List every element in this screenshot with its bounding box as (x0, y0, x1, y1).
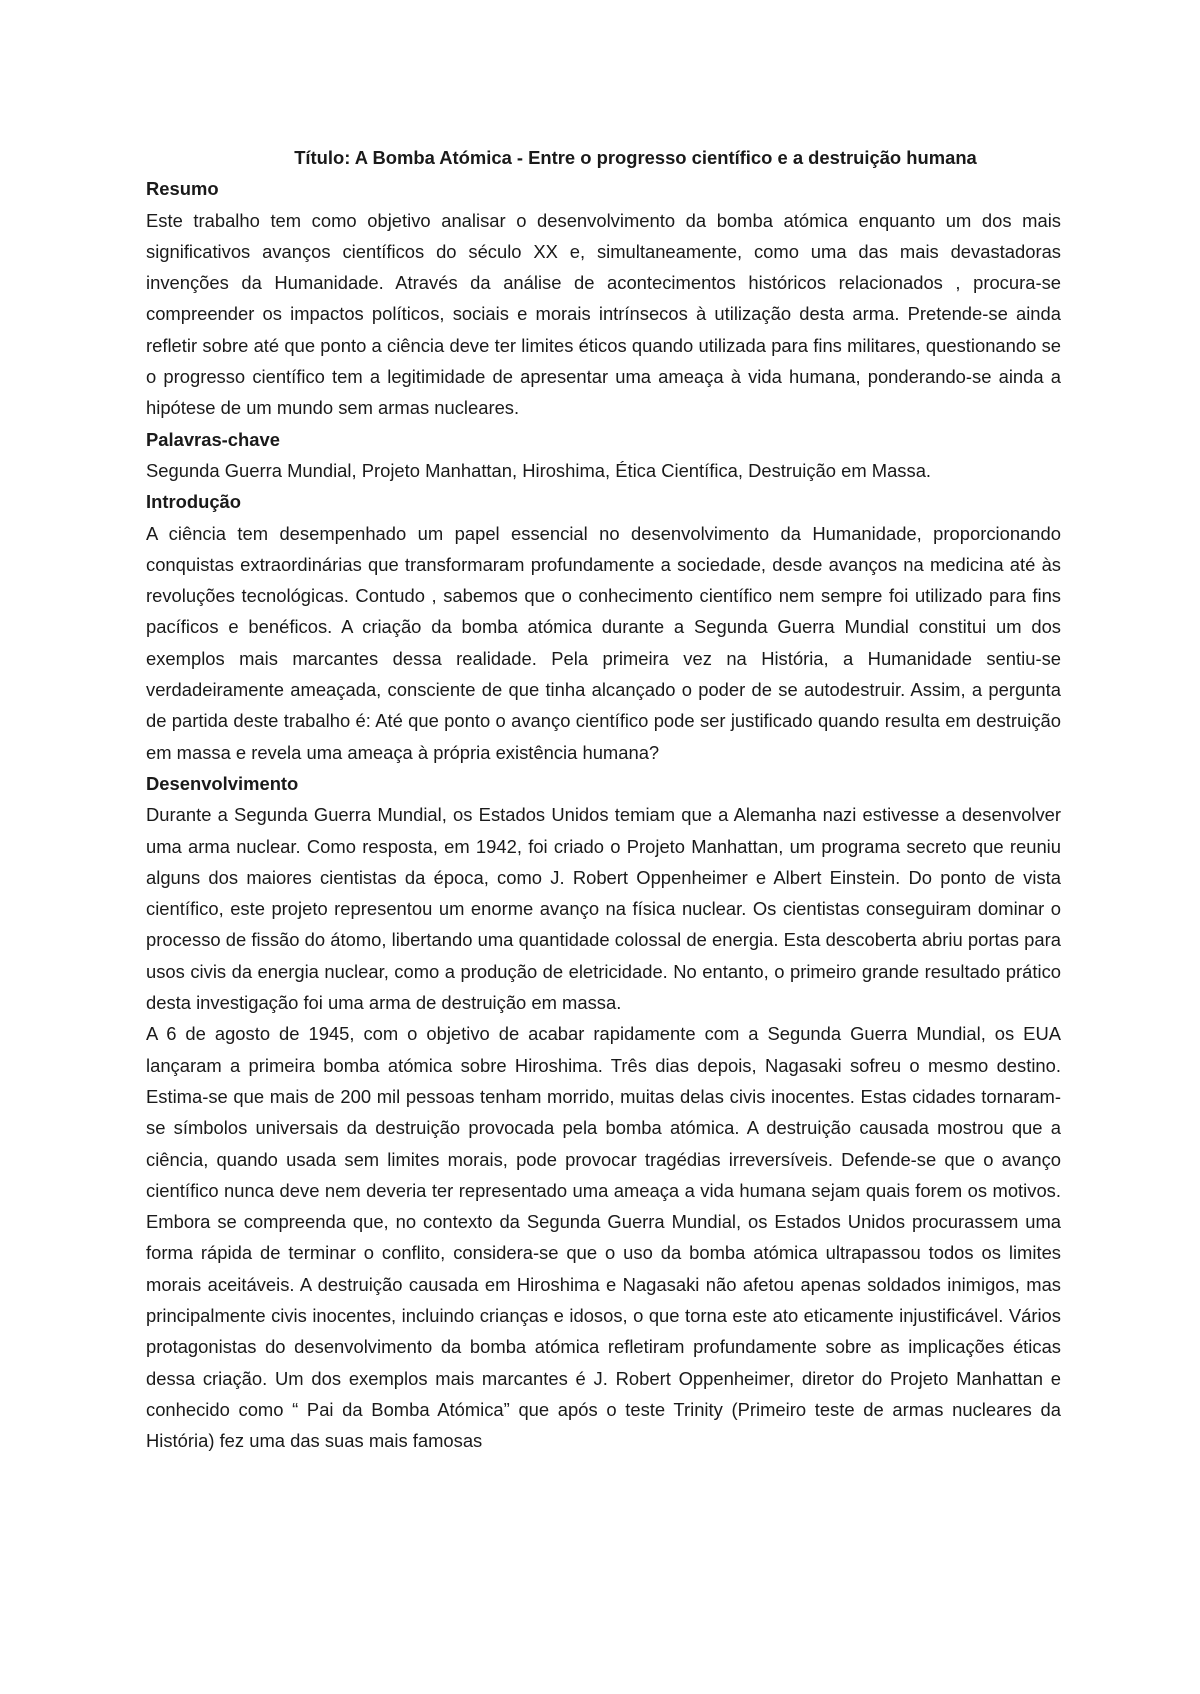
keywords-paragraph: Segunda Guerra Mundial, Projeto Manhattan, Hiroshima, Ética Científica, Destruição em Massa. (146, 459, 932, 481)
section-heading-resumo: Resumo (146, 178, 219, 200)
document-body (146, 142, 1061, 1456)
abstract-paragraph: Este trabalho tem como objetivo analisar o desenvolvimento da bomba atómica enquanto um dos mais significativos avanços científicos do século XX e, simultaneamente, como uma das mais devastadoras invenções da Humanidade. Através da análise de acontecimentos históricos relacionados , procura-se compreender os impactos políticos, sociais e morais intrínsecos à utilização desta arma. Pretende-se ainda refletir sobre até que ponto a ciência deve ter limites éticos quando utilizada para fins militares, questionando se o progresso científico tem a legitimidade de apresentar uma ameaça à vida humana, ponderando-se ainda a hipótese de um mundo sem armas nucleares. (146, 209, 1061, 419)
section-heading-desenvolvimento: Desenvolvimento (146, 772, 299, 794)
development-paragraph-1: Durante a Segunda Guerra Mundial, os Estados Unidos temiam que a Alemanha nazi estivesse a desenvolver uma arma nuclear. Como resposta, em 1942, foi criado o Projeto Manhattan, um programa secreto que reuniu alguns dos maiores cientistas da época, como J. Robert Oppenheimer e Albert Einstein. Do ponto de vista científico, este projeto representou um enorme avanço na física nuclear. Os cientistas conseguiram dominar o processo de fissão do átomo, libertando uma quantidade colossal de energia. Esta descoberta abriu portas para usos civis da energia nuclear, como a produção de eletricidade. No entanto, o primeiro grande resultado prático desta investigação foi uma arma de destruição em massa. (146, 804, 1061, 1014)
section-heading-introducao: Introdução (146, 491, 242, 513)
document-title: Título: A Bomba Atómica - Entre o progresso científico e a destruição humana (294, 147, 977, 168)
section-heading-palavras-chave: Palavras-chave (146, 428, 280, 450)
introduction-paragraph: A ciência tem desempenhado um papel essencial no desenvolvimento da Humanidade, proporcionando conquistas extraordinárias que transformaram profundamente a sociedade, desde avanços na medicina até às revoluções tecnológicas. Contudo , sabemos que o conhecimento científico nem sempre foi utilizado para fins pacíficos e benéficos. A criação da bomba atómica durante a Segunda Guerra Mundial constitui um dos exemplos mais marcantes dessa realidade. Pela primeira vez na História, a Humanidade sentiu-se verdadeiramente ameaçada, consciente de que tinha alcançado o poder de se autodestruir. Assim, a pergunta de partida deste trabalho é: Até que ponto o avanço científico pode ser justificado quando resulta em destruição em massa e revela uma ameaça à própria existência humana? (146, 522, 1061, 763)
development-paragraph-2: A 6 de agosto de 1945, com o objetivo de acabar rapidamente com a Segunda Guerra Mundial, os EUA lançaram a primeira bomba atómica sobre Hiroshima. Três dias depois, Nagasaki sofreu o mesmo destino. Estima-se que mais de 200 mil pessoas tenham morrido, muitas delas civis inocentes. Estas cidades tornaram-se símbolos universais da destruição provocada pela bomba atómica. A destruição causada mostrou que a ciência, quando usada sem limites morais, pode provocar tragédias irreversíveis. Defende-se que o avanço científico nunca deve nem deveria ter representado uma ameaça a vida humana sejam quais forem os motivos. Embora se compreenda que, no contexto da Segunda Guerra Mundial, os Estados Unidos procurassem uma forma rápida de terminar o conflito, considera-se que o uso da bomba atómica ultrapassou todos os limites morais aceitáveis. A destruição causada em Hiroshima e Nagasaki não afetou apenas soldados inimigos, mas principalmente civis inocentes, incluindo crianças e idosos, o que torna este ato eticamente injustificável. Vários protagonistas do desenvolvimento da bomba atómica refletiram profundamente sobre as implicações éticas dessa criação. Um dos exemplos mais marcantes é J. Robert Oppenheimer, diretor do Projeto Manhattan e conhecido como “ Pai da Bomba Atómica” que após o teste Trinity (Primeiro teste de armas nucleares da História) fez uma das suas mais famosas (146, 1023, 1061, 1452)
